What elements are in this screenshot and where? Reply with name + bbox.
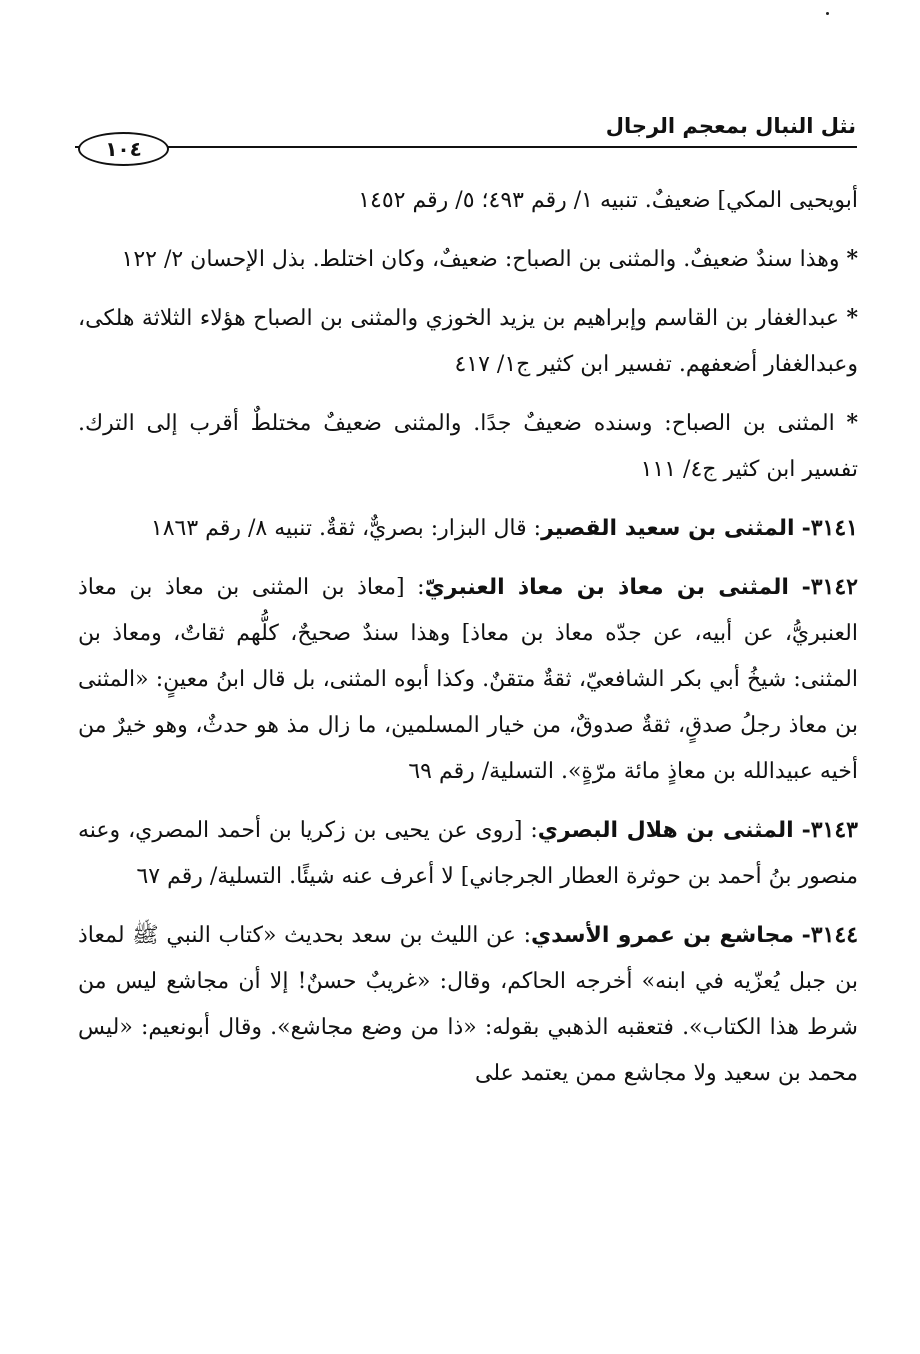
paragraph-continuation — [78, 178, 858, 224]
entry-text: : [روى عن يحيى بن زكريا بن أحمد المصري، وعنه منصور بنُ أحمد بن حوثرة العطار الجرجاني] لا أعرف عنه شيئًا. التسلية/ رقم ٦٧ — [78, 818, 858, 889]
entry-text: : قال البزار: بصريٌّ، ثقةٌ. تنبيه ٨/ رقم ١٨٦٣ — [150, 516, 542, 541]
entry-number: ٣١٤٣- — [801, 817, 858, 843]
paragraph-text: وهذا سندٌ ضعيفٌ. والمثنى بن الصباح: ضعيفٌ، وكان اختلط. بذل الإحسان ٢/ ١٢٢ — [121, 247, 840, 272]
entry-text: : [معاذ بن المثنى بن معاذ بن معاذ العنبريُّ، عن أبيه، عن جدّه معاذ بن معاذ] وهذا سندٌ صحيحٌ، كلُّهم ثقاتٌ، ومعاذ بن المثنى: شيخُ أبي بكر الشافعيّ، ثقةٌ متقنٌ. وكذا أبوه المثنى، بل قال ابنُ معينٍ: «المثنى بن معاذ رجلُ صدقٍ، ثقةٌ صدوقٌ، من خيار المسلمين، ما زال مذ هو حدثٌ، وهو خيرٌ من أخيه عبيدالله بن معاذٍ مائة مرّةٍ». التسلية/ رقم ٦٩ — [78, 575, 858, 784]
bullet-star: * — [846, 305, 859, 331]
entry-name: المثنى بن سعيد القصير — [541, 516, 795, 541]
paragraph-text: عبدالغفار بن القاسم وإبراهيم بن يزيد الخوزي والمثنى بن الصباح هؤلاء الثلاثة هلكى، وعبدالغفار أضعفهم. تفسير ابن كثير ج١/ ٤١٧ — [78, 306, 858, 377]
paragraph-note — [78, 295, 858, 388]
entry-number: ٣١٤١- — [801, 515, 858, 541]
entry-3142 — [78, 564, 858, 795]
paragraph-text: المثنى بن الصباح: وسنده ضعيفٌ جدًا. والمثنى ضعيفٌ مختلطٌ أقرب إلى الترك. تفسير ابن كثير ج٤/ ١١١ — [78, 411, 858, 482]
entry-name: المثنى بن معاذ بن معاذ العنبريّ — [424, 575, 789, 600]
header-rule — [75, 146, 857, 148]
bullet-star: * — [846, 246, 858, 272]
page-number: ١٠٤ — [78, 132, 169, 166]
entry-3141 — [78, 505, 858, 552]
entry-name: المثنى بن هلال البصري — [537, 818, 794, 843]
entry-number: ٣١٤٢- — [801, 574, 858, 600]
running-title: نثل النبال بمعجم الرجال — [605, 114, 856, 138]
stray-mark — [826, 12, 829, 15]
entry-number: ٣١٤٤- — [801, 922, 859, 948]
paragraph-note — [78, 400, 858, 493]
paragraph-text: أبويحيى المكي] ضعيفٌ. تنبيه ١/ رقم ٤٩٣؛ ٥/ رقم ١٤٥٢ — [358, 188, 858, 213]
page-body — [78, 178, 858, 1109]
entry-3144 — [78, 912, 858, 1097]
entry-name: مجاشع بن عمرو الأسدي — [531, 923, 794, 948]
entry-3143 — [78, 807, 858, 900]
paragraph-note — [78, 236, 858, 283]
entry-text: : عن الليث بن سعد بحديث «كتاب النبي ﷺ لمعاذ بن جبل يُعزّيه في ابنه» أخرجه الحاكم، وقال: «غريبٌ حسنٌ! إلا أن مجاشع ليس من شرط هذا الكتاب». فتعقبه الذهبي بقوله: «ذا من وضع مجاشع». وقال أبونعيم: «ليس محمد بن سعيد ولا مجاشع ممن يعتمد على — [78, 923, 858, 1086]
bullet-star: * — [846, 410, 859, 436]
